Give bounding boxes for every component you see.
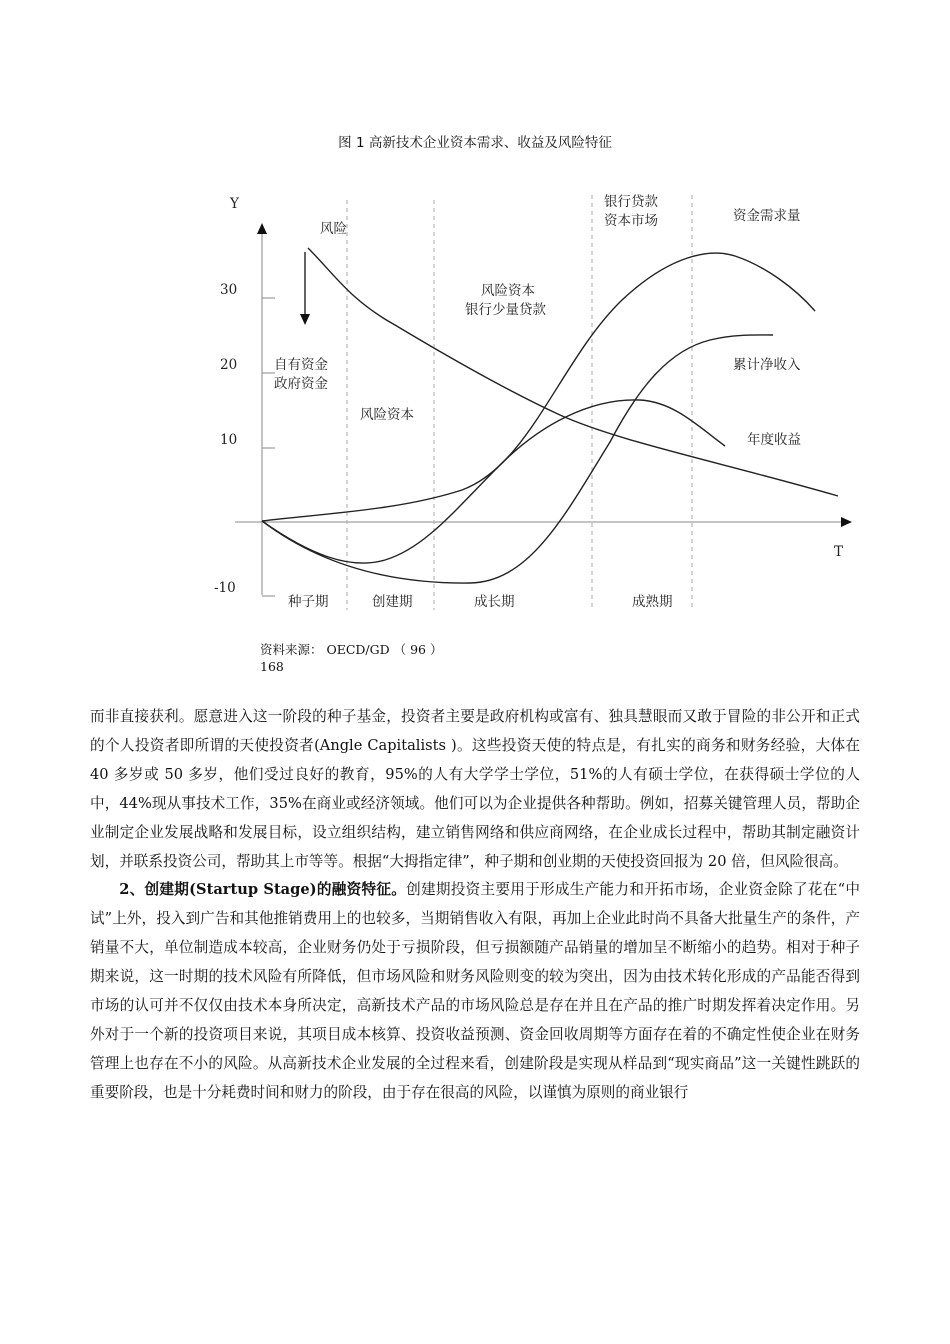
chart — [200, 180, 860, 620]
paragraph: 而非直接获利。愿意进入这一阶段的种子基金，投资者主要是政府机构或富有、独具慧眼而又敢于冒险的非公开和正式的个人投资者即所谓的天使投资者(Angle Capitalists )。这些投资天使的特点是，有扎实的商务和财务经验，大体在 40 多岁或 50 多岁，他们受过良好的教育，95%的人有大学学士学位，51%的人有硕士学位，在获得硕士学位的人中，44%现从事技术工作，35%在商业或经济领域。他们可以为企业提供各种帮助。例如，招募关键管理人员，帮助企业制定企业发展战略和发展目标，设立组织结构，建立销售网络和供应商网络，在企业成长过程中，帮助其制定融资计划，并联系投资公司，帮助其上市等等。根据“大拇指定律”，种子期和创业期的天使投资回报为 20 倍，但风险很高。 — [90, 708, 860, 870]
source-line: 资料来源： OECD/GD （ 96 ） — [260, 642, 443, 657]
paragraph-text: 创建期投资主要用于形成生产能力和开拓市场，企业资金除了花在“中试”上外，投入到广告和其他推销费用上的也较多，当期销售收入有限，再加上企业此时尚不具备大批量生产的条件，产销量不大，单位制造成本较高，企业财务仍处于亏损阶段，但亏损额随产品销量的增加呈不断缩小的趋势。相对于种子期来说，这一时期的技术风险有所降低，但市场风险和财务风险则变的较为突出，因为由技术转化形成的产品能否得到市场的认可并不仅仅由技术本身所决定，高新技术产品的市场风险总是存在并且在产品的推广时期发挥着决定作用。另外对于一个新的投资项目来说，其项目成本核算、投资收益预测、资金回收周期等方面存在着的不确定性使企业在财务管理上也存在不小的风险。从高新技术企业发展的全过程来看，创建阶段是实现从样品到“现实商品”这一关键性跳跃的重要阶段，也是十分耗费时间和财力的阶段，由于存在很高的风险，以谨慎为原则的商业银行 — [90, 881, 860, 1101]
y-tick-label: 20 — [220, 357, 238, 373]
x-axis-label: T — [834, 544, 844, 560]
stage-label-startup: 创建期 — [372, 594, 413, 610]
series-label-cumulative: 累计净收入 — [733, 357, 801, 373]
label-vc: 风险资本 — [360, 407, 414, 423]
figure-source — [260, 641, 442, 675]
annual-income-curve — [262, 400, 725, 563]
stage-label-mature: 成熟期 — [632, 594, 673, 610]
y-axis-label: Y — [230, 196, 239, 212]
series-label-annual: 年度收益 — [747, 432, 801, 448]
y-tick-label: 30 — [220, 282, 238, 298]
label-own-funds: 自有资金 — [274, 357, 328, 373]
source-line: 168 — [260, 659, 284, 674]
y-tick-label: -10 — [214, 580, 236, 596]
figure-title: 图 1 高新技术企业资本需求、收益及风险特征 — [338, 135, 612, 151]
section-heading: 2、创建期(Startup Stage)的融资特征。 — [119, 881, 407, 899]
series-label-demand: 资金需求量 — [733, 208, 801, 224]
label-capital-market: 资本市场 — [604, 213, 658, 229]
label-vc2: 风险资本 — [481, 283, 535, 299]
label-risk: 风险 — [320, 221, 347, 237]
body-text — [90, 703, 860, 1108]
risk-arrowhead — [300, 314, 310, 325]
y-tick-label: 10 — [220, 432, 238, 448]
label-bank-loan: 银行贷款 — [604, 194, 658, 210]
x-axis-arrow — [841, 517, 852, 527]
stage-label-growth: 成长期 — [474, 594, 515, 610]
label-bank-little: 银行少量贷款 — [465, 302, 546, 318]
paragraph — [90, 876, 860, 1107]
stage-label-seed: 种子期 — [288, 594, 329, 610]
y-axis-arrow — [257, 223, 267, 234]
capital-demand-curve — [262, 253, 815, 521]
label-gov-funds: 政府资金 — [274, 376, 328, 392]
cumulative-income-curve — [262, 335, 773, 583]
